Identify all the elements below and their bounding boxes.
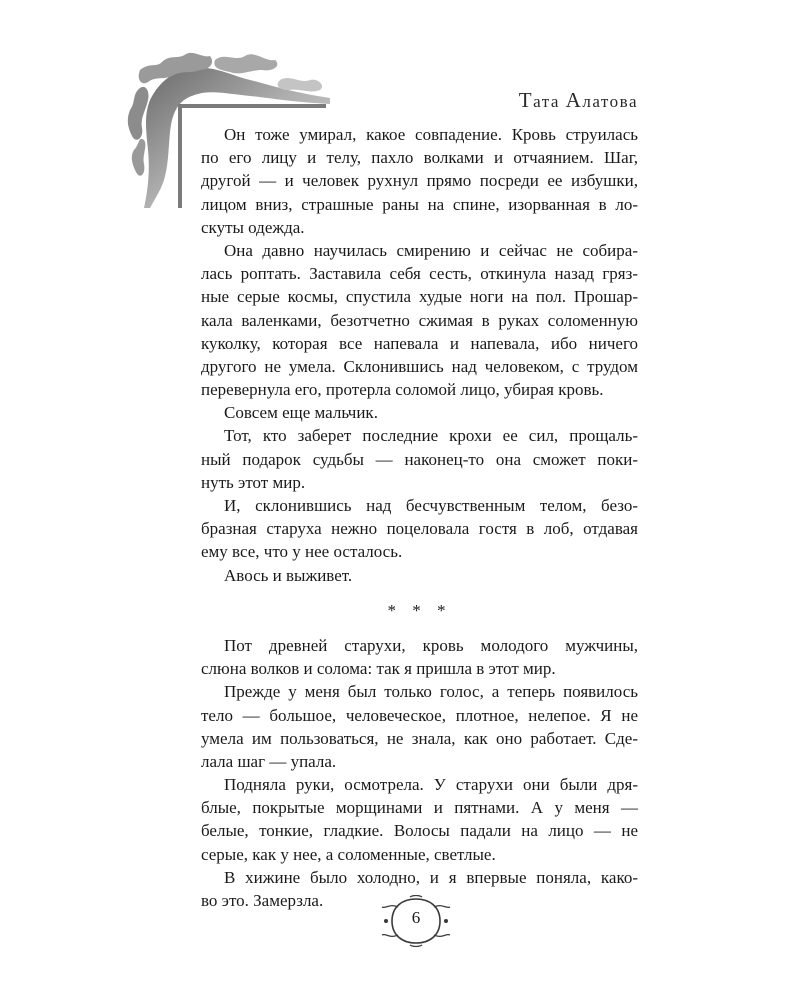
- paragraph: [201, 424, 638, 494]
- text-line: ные серые космы, спустила худые ноги на пол. Прошар-: [201, 287, 638, 307]
- text-line: слюна волков и солома: так я пришла в этот мир.: [201, 659, 556, 679]
- author-initial: Т: [518, 88, 534, 112]
- text-line: Пот древней старухи, кровь молодого мужчины,: [224, 635, 638, 655]
- author-name-part: ата: [533, 92, 560, 111]
- text-line: Совсем еще мальчик.: [224, 403, 378, 423]
- text-line: лала шаг — упала.: [201, 751, 337, 771]
- text-line: во это. Замерзла.: [201, 891, 324, 910]
- text-line: ему все, что у нее осталось.: [201, 542, 403, 562]
- paragraph: [201, 123, 638, 239]
- text-line: Она давно научилась смирению и сейчас не собира-: [224, 240, 638, 260]
- paragraph: [201, 680, 638, 773]
- section-break: * * *: [387, 600, 452, 620]
- text-line: И, склонившись над бесчувственным телом, безо-: [224, 496, 638, 515]
- text-line: Тот, кто заберет последние крохи ее сил, прощаль-: [224, 426, 638, 446]
- text-line: тело — большое, человеческое, плотное, нелепое. Я не: [201, 705, 638, 725]
- text-line: серые, как у нее, а соломенные, светлые.: [201, 844, 496, 864]
- text-section-before-break: [201, 123, 638, 587]
- body-text: [201, 123, 638, 912]
- text-line: по его лицу и телу, пахло волками и отчаянием. Шаг,: [201, 148, 638, 168]
- text-line: лицом вниз, страшные раны на спине, изорванная в ло-: [201, 194, 638, 214]
- text-line: куколку, которая все напевала и напевала, ибо ничего: [201, 333, 638, 353]
- text-line: бразная старуха нежно поцеловала гостя в лоб, отдавая: [201, 519, 638, 539]
- text-line: Он тоже умирал, какое совпадение. Кровь струилась: [224, 125, 638, 144]
- author-initial: А: [565, 88, 583, 112]
- text-line: белые, тонкие, гладкие. Волосы падали на лицо — не: [201, 821, 638, 841]
- text-line: нуть этот мир.: [201, 472, 306, 492]
- text-line: другой — и человек рухнул прямо посреди ее избушки,: [201, 171, 638, 191]
- page-number: 6: [411, 908, 421, 927]
- text-section-after-break: [201, 634, 638, 912]
- paragraph: [201, 773, 638, 866]
- author-name-part: латова: [582, 92, 638, 111]
- text-line: перевернула его, протерла соломой лицо, убирая кровь.: [201, 380, 604, 400]
- paragraph: [201, 494, 638, 564]
- text-line: другого не умела. Склонившись над человеком, с трудом: [201, 356, 638, 376]
- text-line: блые, покрытые морщинами и пятнами. А у меня —: [201, 798, 638, 818]
- text-line: кала валенками, безотчетно сжимая в руках соломенную: [201, 310, 638, 330]
- paragraph: [201, 634, 638, 680]
- text-line: Подняла руки, осмотрела. У старухи они были дря-: [224, 775, 638, 795]
- text-line: скуты одежда.: [201, 217, 305, 237]
- text-line: Авось и выживет.: [224, 565, 353, 585]
- paragraph: [201, 239, 638, 401]
- running-header-author: [519, 88, 638, 113]
- paragraph: [201, 564, 638, 587]
- text-line: ный подарок судьбы — наконец-то она сможет поки-: [201, 449, 638, 469]
- paragraph: [201, 401, 638, 424]
- text-line: В хижине было холодно, и я впервые поняла, како-: [224, 867, 638, 887]
- text-line: лась роптать. Заставила себя сесть, откинула назад гряз-: [201, 264, 638, 284]
- page-number-ornament: [380, 895, 452, 947]
- text-line: Прежде у меня был только голос, а теперь появилось: [224, 682, 638, 702]
- text-line: умела им пользоваться, не знала, как оно работает. Сде-: [201, 728, 638, 748]
